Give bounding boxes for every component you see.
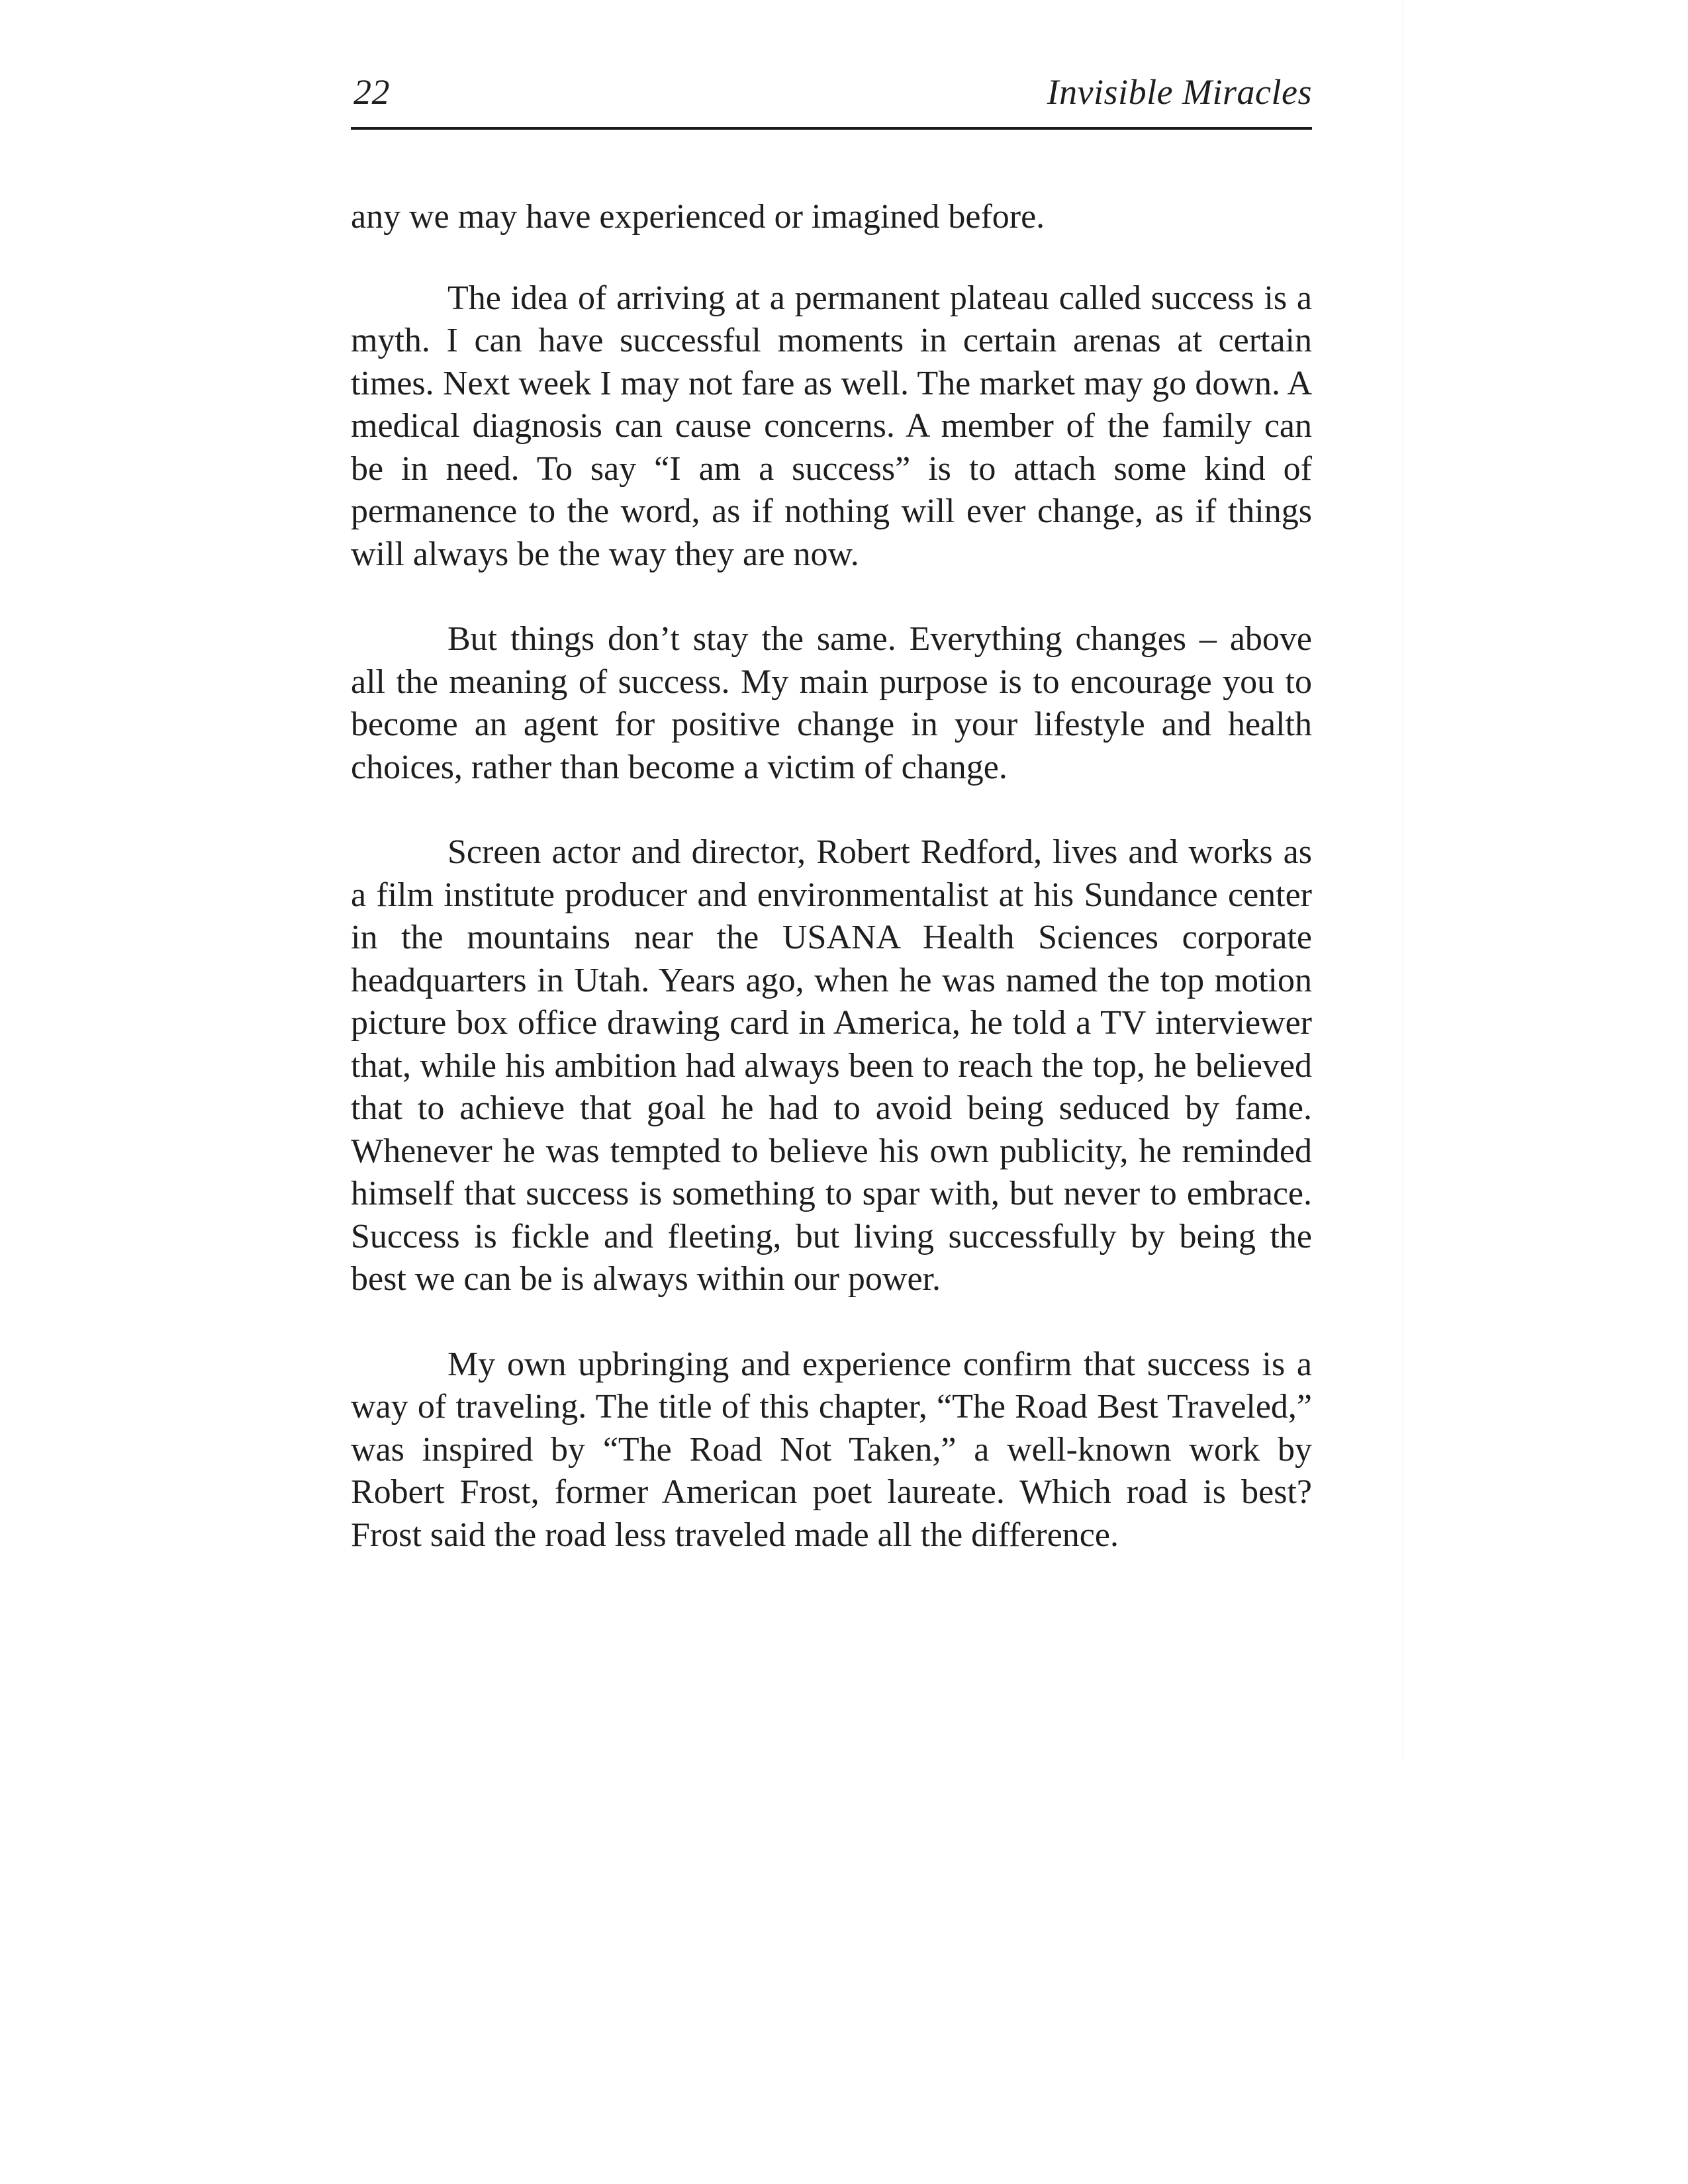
header-rule (351, 127, 1312, 130)
paragraph-continued: any we may have experienced or imagined before. (351, 198, 1045, 236)
paragraph-change: But things don’t stay the same. Everything changes – above all the meaning of success. My main purpose is to encourage you to become an agent for positive change in your lifestyle and health choices, rather than become a victim of change. (351, 620, 1312, 786)
book-title: Invisible Miracles (1047, 72, 1312, 112)
page-edge-shadow (1402, 0, 1404, 1760)
body-text (351, 196, 1312, 1599)
page-number: 22 (353, 72, 390, 112)
paragraph-road-best-traveled: My own upbringing and experience confirm that success is a way of traveling. The title of this chapter, “The Road Best Traveled,” was inspired by “The Road Not Taken,” a well-known work by Robert Frost, former American poet laureate. Which road is best? Frost said the road less traveled made all the difference. (351, 1345, 1312, 1554)
running-head (353, 66, 1312, 119)
paragraph-redford: Screen actor and director, Robert Redford, lives and works as a film institute producer and environmentalist at his Sundance center in the mountains near the USANA Health Sciences corporate headquarters in Utah. Years ago, when he was named the top motion picture box office drawing card in America, he told a TV interviewer that, while his ambition had always been to reach the top, he believed that to achieve that goal he had to avoid being seduced by fame. Whenever he was tempted to believe his own publicity, he reminded himself that success is something to spar with, but never to embrace. Success is fickle and fleeting, but living successfully by being the best we can be is always within our power. (351, 833, 1312, 1298)
paragraph-success-myth: The idea of arriving at a permanent plateau called success is a myth. I can have successful moments in certain arenas at certain times. Next week I may not fare as well. The market may go down. A medical diagnosis can cause concerns. A member of the family can be in need. To say “I am a success” is to attach some kind of permanence to the word, as if nothing will ever change, as if things will always be the way they are now. (351, 279, 1312, 573)
